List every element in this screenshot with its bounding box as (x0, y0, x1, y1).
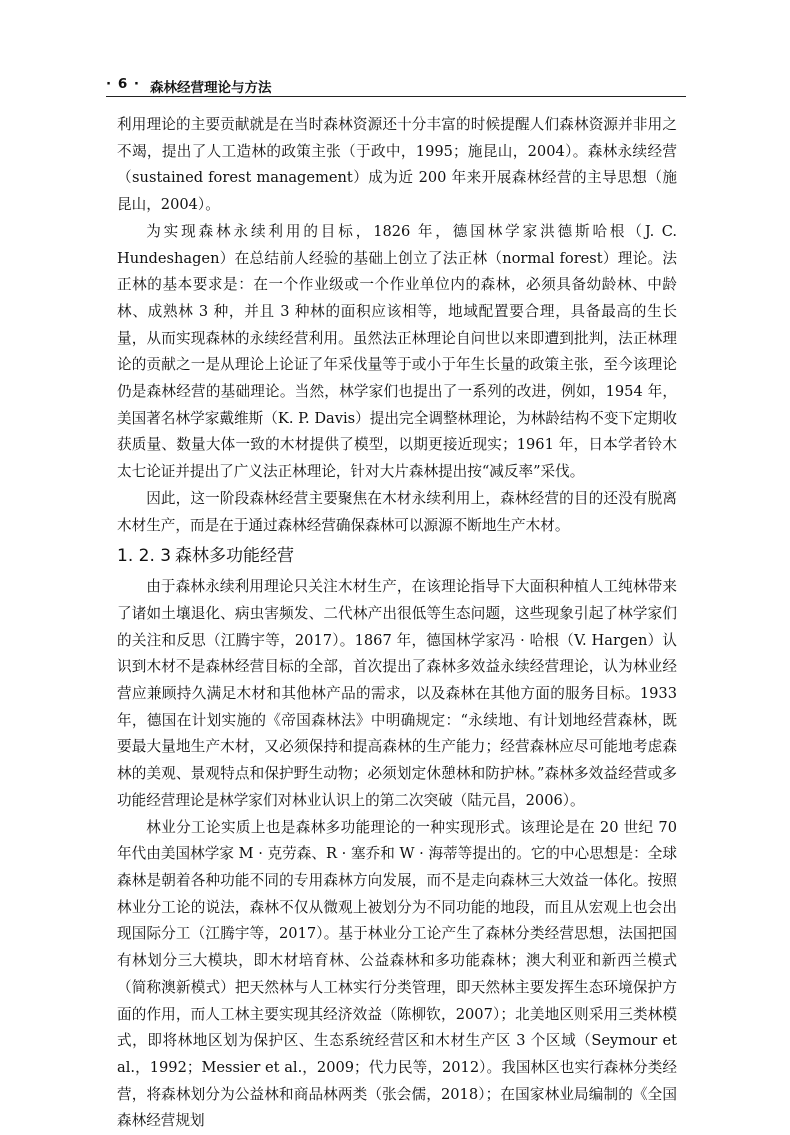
paragraph-normal-forest: 为实现森林永续利用的目标，1826 年，德国林学家洪德斯哈根（J. C. Hundeshagen）在总结前人经验的基础上创立了法正林（normal forest）理论。法正林的基本要求是：在一个作业级或一个作业单位内的森林，必须具备幼龄林、中龄林、成熟林 3 种，并且 3 种林的面积应该相等，地域配置要合理，具备最高的生长量，从而实现森林的永续经营利用。虽然法正林理论自问世以来即遭到批判，法正林理论的贡献之一是从理论上论证了年采伐量等于或小于年生长量的政策主张，至今该理论仍是森林经营的基础理论。当然，林学家们也提出了一系列的改进，例如，1954 年，美国著名林学家戴维斯（K. P. Davis）提出完全调整林理论，为林龄结构不变下定期收获质量、数量大体一致的木材提供了模型，以期更接近现实；1961 年，日本学者铃木太七论证并提出了广义法正林理论，针对大片森林提出按“减反率”采伐。 (117, 222, 677, 481)
body-text (117, 112, 677, 1135)
section-number: 1. 2. 3 (117, 546, 172, 567)
running-header (106, 76, 686, 98)
paragraph-continued: 利用理论的主要贡献就是在当时森林资源还十分丰富的时候提醒人们森林资源并非用之不竭，提出了人工造林的政策主张（于政中，1995；施昆山，2004）。森林永续经营（sustained forest management）成为近 200 年来开展森林经营的主导思想（施昆山，2004）。 (117, 116, 677, 214)
paragraph-multifunction: 由于森林永续利用理论只关注木材生产，在该理论指导下大面积种植人工纯林带来了诸如土壤退化、病虫害频发、二代林产出很低等生态问题，这些现象引起了林学家们的关注和反思（江腾宇等，2017）。1867 年，德国林学家冯 · 哈根（V. Hargen）认识到木材不是森林经营目标的全部，首次提出了森林多效益永续经营理论，认为林业经营应兼顾持久满足木材和其他林产品的需求，以及森林在其他方面的服务目标。1933 年，德国在计划实施的《帝国森林法》中明确规定：“永续地、有计划地经营森林，既要最大量地生产木材，又必须保持和提高森林的生产能力；经营森林应尽可能地考虑森林的美观、景观特点和保护野生动物；必须划定休憩林和防护林。”森林多效益经营或多功能经营理论是林学家们对林业认识上的第二次突破（陆元昌，2006）。 (117, 578, 677, 809)
book-title: 森林经营理论与方法 (150, 80, 272, 96)
paragraph-summary: 因此，这一阶段森林经营主要聚焦在木材永续利用上，森林经营的目的还没有脱离木材生产，而是在于通过森林经营确保森林可以源源不断地生产木材。 (117, 489, 677, 534)
header-divider (106, 96, 686, 97)
page-number: · 6 · (106, 76, 141, 92)
paragraph-division-theory: 林业分工论实质上也是森林多功能理论的一种实现形式。该理论是在 20 世纪 70 年代由美国林学家 M · 克劳森、R · 塞乔和 W · 海蒂等提出的。它的中心思想是：全球森林是朝着各种功能不同的专用森林方向发展，而不是走向森林三大效益一体化。按照林业分工论的说法，森林不仅从微观上被划分为不同功能的地段，而且从宏观上也会出现国际分工（江腾宇等，2017）。基于林业分工论产生了森林分类经营思想，法国把国有林划分三大模块，即木材培育林、公益森林和多功能森林；澳大利亚和新西兰模式（简称澳新模式）把天然林与人工林实行分类管理，即天然林主要发挥生态环境保护方面的作用，而人工林主要实现其经济效益（陈柳钦，2007）；北美地区则采用三类林模式，即将林地区划为保护区、生态系统经营区和木材生产区 3 个区域（Seymour et al.，1992；Messier et al.，2009；代力民等，2012）。我国林区也实行森林分类经营，将森林划分为公益林和商品林两类（张会儒，2018）；在国家林业局编制的《全国森林经营规划 (117, 818, 677, 1130)
section-title: 森林多功能经营 (175, 546, 294, 567)
section-heading (117, 541, 677, 571)
